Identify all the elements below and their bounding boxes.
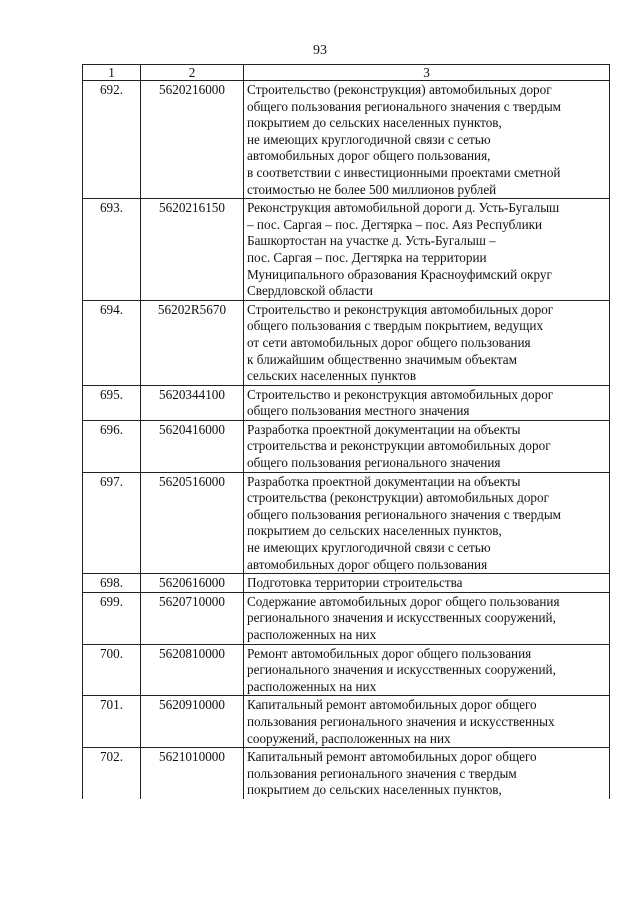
description-line: пользования регионального значения и искусственных: [247, 713, 555, 729]
budget-code: 5620616000: [141, 574, 244, 593]
row-number: 695.: [83, 385, 141, 420]
row-number: 692.: [83, 81, 141, 199]
row-number: 702.: [83, 748, 141, 799]
budget-code: 56202R5670: [141, 300, 244, 385]
description-line: пос. Саргая – пос. Дегтярка на территории: [247, 249, 487, 265]
item-description: [244, 592, 610, 644]
item-description: [244, 199, 610, 301]
item-description: [244, 644, 610, 696]
budget-code: 5620216000: [141, 81, 244, 199]
item-description: [244, 748, 610, 799]
description-line: к ближайшим общественно значимым объектам: [247, 351, 517, 367]
table-row: [83, 420, 610, 472]
row-number: 698.: [83, 574, 141, 593]
description-line: Подготовка территории строительства: [247, 575, 463, 591]
item-description: [244, 300, 610, 385]
description-line: Свердловской области: [247, 283, 373, 299]
row-number: 696.: [83, 420, 141, 472]
budget-code: 5620710000: [141, 592, 244, 644]
row-number: 693.: [83, 199, 141, 301]
item-description: [244, 81, 610, 199]
description-line: покрытием до сельских населенных пунктов,: [247, 782, 502, 798]
description-line: Содержание автомобильных дорог общего пользования: [247, 593, 560, 609]
description-line: автомобильных дорог общего пользования: [247, 556, 488, 572]
budget-code: 5620910000: [141, 696, 244, 748]
description-line: общего пользования местного значения: [247, 403, 470, 419]
description-line: – пос. Саргая – пос. Дегтярка – пос. Аяз Республики: [247, 216, 543, 232]
item-description: [244, 420, 610, 472]
description-line: автомобильных дорог общего пользования,: [247, 148, 491, 164]
description-line: Строительство и реконструкция автомобильных дорог: [247, 301, 554, 317]
column-header-1: 1: [83, 65, 141, 81]
column-header-3: 3: [244, 65, 610, 81]
description-line: Строительство и реконструкция автомобильных дорог: [247, 386, 554, 402]
budget-code: 5620216150: [141, 199, 244, 301]
description-line: покрытием до сельских населенных пунктов,: [247, 523, 502, 539]
description-line: в соответствии с инвестиционными проектами сметной: [247, 164, 561, 180]
description-line: регионального значения и искусственных сооружений,: [247, 662, 556, 678]
description-line: от сети автомобильных дорог общего пользования: [247, 334, 531, 350]
row-number: 694.: [83, 300, 141, 385]
row-number: 700.: [83, 644, 141, 696]
page-number: 93: [313, 43, 327, 58]
description-line: Строительство (реконструкция) автомобильных дорог: [247, 82, 552, 97]
budget-code: 5620344100: [141, 385, 244, 420]
table-row: [83, 472, 610, 574]
description-line: строительства (реконструкции) автомобильных дорог: [247, 490, 550, 506]
table-row: [83, 644, 610, 696]
description-line: Разработка проектной документации на объекты: [247, 473, 521, 489]
description-line: Ремонт автомобильных дорог общего пользования: [247, 645, 532, 661]
table-row: [83, 300, 610, 385]
description-line: Реконструкция автомобильной дороги д. Усть-Бугалыш: [247, 200, 560, 216]
table-row: [83, 696, 610, 748]
budget-code: 5621010000: [141, 748, 244, 799]
description-line: общего пользования регионального значения с твердым: [247, 506, 562, 522]
item-description: [244, 472, 610, 574]
budget-code: 5620416000: [141, 420, 244, 472]
description-line: общего пользования регионального значения с твердым: [247, 98, 562, 114]
description-line: общего пользования с твердым покрытием, ведущих: [247, 318, 544, 334]
description-line: стоимостью не более 500 миллионов рублей: [247, 181, 497, 197]
description-line: расположенных на них: [247, 627, 377, 642]
description-line: Разработка проектной документации на объекты: [247, 421, 521, 437]
row-number: 699.: [83, 592, 141, 644]
table-row: [83, 592, 610, 644]
description-line: сельских населенных пунктов: [247, 368, 417, 384]
description-line: строительства и реконструкции автомобильных дорог: [247, 438, 551, 454]
item-description: [244, 696, 610, 748]
description-line: общего пользования регионального значения: [247, 455, 501, 471]
description-line: не имеющих круглогодичной связи с сетью: [247, 131, 491, 147]
column-header-2: 2: [141, 65, 244, 81]
item-description: [244, 385, 610, 420]
description-line: регионального значения и искусственных сооружений,: [247, 610, 556, 626]
table-row: [83, 199, 610, 301]
table-row: [83, 574, 610, 593]
table-row: [83, 748, 610, 799]
budget-code: 5620516000: [141, 472, 244, 574]
description-line: расположенных на них: [247, 678, 377, 694]
description-line: сооружений, расположенных на них: [247, 730, 451, 746]
table-row: [83, 385, 610, 420]
row-number: 697.: [83, 472, 141, 574]
description-line: не имеющих круглогодичной связи с сетью: [247, 540, 491, 556]
description-line: Капитальный ремонт автомобильных дорог общего: [247, 749, 537, 765]
item-description: [244, 574, 610, 593]
description-line: Муниципального образования Красноуфимский округ: [247, 266, 552, 282]
description-line: Капитальный ремонт автомобильных дорог общего: [247, 697, 537, 713]
row-number: 701.: [83, 696, 141, 748]
table-row: [83, 81, 610, 199]
description-line: покрытием до сельских населенных пунктов,: [247, 115, 502, 131]
budget-code: 5620810000: [141, 644, 244, 696]
budget-code-table: [82, 64, 610, 799]
description-line: Башкортостан на участке д. Усть-Бугалыш –: [247, 233, 496, 249]
description-line: пользования регионального значения с твердым: [247, 765, 517, 781]
table-header-row: [83, 65, 610, 81]
